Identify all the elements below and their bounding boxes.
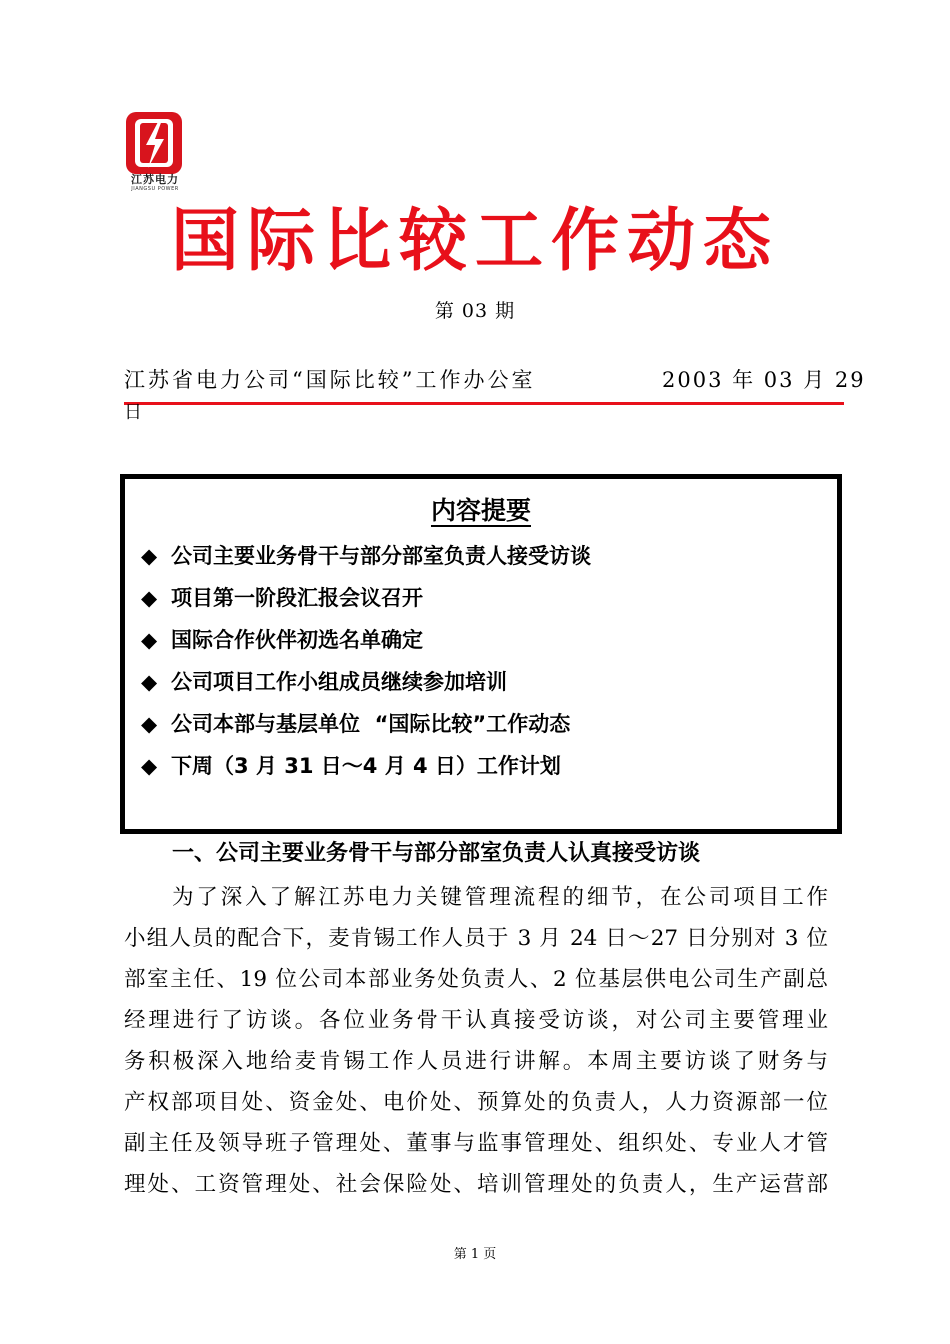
summary-item <box>141 577 591 619</box>
diamond-bullet-icon: ◆ <box>141 712 158 736</box>
body-line: 经理进行了访谈。各位业务骨干认真接受访谈，对公司主要管理业 <box>124 1008 828 1033</box>
summary-title <box>125 491 837 527</box>
summary-item <box>141 535 591 577</box>
summary-item <box>141 703 591 745</box>
section-heading: 一、公司主要业务骨干与部分部室负责人认真接受访谈 <box>172 841 701 866</box>
logo-name: 江苏电力 <box>131 173 179 186</box>
body-line: 务积极深入地给麦肯锡工作人员进行讲解。本周主要访谈了财务与 <box>124 1049 828 1074</box>
summary-item-text: 公司主要业务骨干与部分部室负责人接受访谈 <box>171 544 591 568</box>
body-line: 部室主任、19 位公司本部业务处负责人、2 位基层供电公司生产副总 <box>124 967 828 992</box>
summary-item-text: 下周（3 月 31 日～4 月 4 日）工作计划 <box>171 754 561 778</box>
diamond-bullet-icon: ◆ <box>141 628 158 652</box>
page-title: 国际比较工作动态 <box>170 202 779 281</box>
issuing-office: 江苏省电力公司“国际比较”工作办公室 <box>124 368 536 392</box>
diamond-bullet-icon: ◆ <box>141 586 158 610</box>
summary-item-text: 国际合作伙伴初选名单确定 <box>171 628 423 652</box>
body-line: 产权部项目处、资金处、电价处、预算处的负责人，人力资源部一位 <box>124 1090 828 1115</box>
issue-date-day: 日 <box>124 402 142 423</box>
body-line: 理处、工资管理处、社会保险处、培训管理处的负责人，生产运营部 <box>124 1172 828 1197</box>
body-line: 小组人员的配合下，麦肯锡工作人员于 3 月 24 日～27 日分别对 3 位 <box>124 926 828 951</box>
section-body <box>124 877 828 1205</box>
logo-subtitle: JIANGSU POWER <box>131 186 179 192</box>
summary-item-text: 公司本部与基层单位 “国际比较”工作动态 <box>171 712 571 736</box>
summary-box <box>120 474 842 834</box>
summary-item <box>141 745 591 787</box>
diamond-bullet-icon: ◆ <box>141 544 158 568</box>
lightning-logo-icon <box>126 112 182 174</box>
page-number: 第 1 页 <box>453 1247 497 1262</box>
summary-item <box>141 619 591 661</box>
summary-item-text: 公司项目工作小组成员继续参加培训 <box>171 670 507 694</box>
summary-title-text: 内容提要 <box>430 496 531 525</box>
body-line: 副主任及领导班子管理处、董事与监事管理处、组织处、专业人才管 <box>124 1131 828 1156</box>
diamond-bullet-icon: ◆ <box>141 670 158 694</box>
issue-number: 第 03 期 <box>434 300 516 322</box>
summary-item <box>141 661 591 703</box>
summary-list <box>141 535 591 787</box>
issue-date: 2003 年 03 月 29 <box>662 368 866 392</box>
company-logo <box>122 112 188 192</box>
summary-item-text: 项目第一阶段汇报会议召开 <box>171 586 423 610</box>
diamond-bullet-icon: ◆ <box>141 754 158 778</box>
header-divider <box>124 402 844 405</box>
body-line: 为了深入了解江苏电力关键管理流程的细节，在公司项目工作 <box>172 885 828 910</box>
